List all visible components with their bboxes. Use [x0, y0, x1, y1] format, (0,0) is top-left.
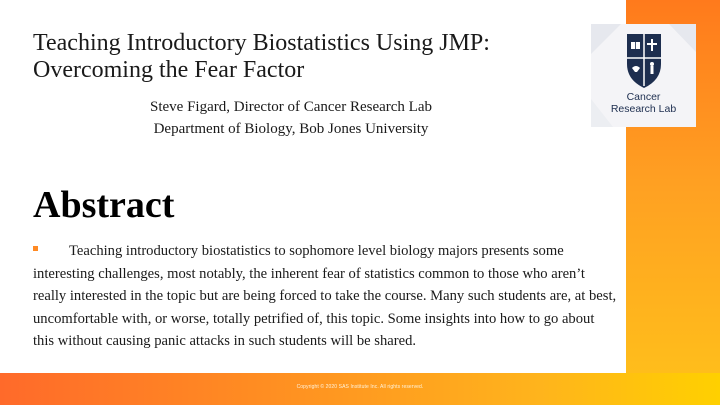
logo-wordmark — [591, 91, 696, 115]
slide-title — [33, 30, 593, 84]
author-name-line: Steve Figard, Director of Cancer Research Lab — [150, 99, 432, 115]
author-block — [0, 96, 582, 140]
title-line-2: Overcoming the Fear Factor — [33, 57, 305, 83]
copyright-footer: Copyright © 2020 SAS Institute Inc. All rights reserved. — [296, 384, 424, 390]
logo-line-2: Research Lab — [610, 103, 677, 115]
section-heading: Abstract — [33, 184, 175, 226]
abstract-paragraph — [33, 240, 618, 353]
bullet-icon — [33, 246, 38, 251]
abstract-text: Teaching introductory biostatistics to sophomore level biology majors presents some interesting challenges, most notably, the inherent fear of statistics common to those who aren’t really interested in the topic but are being forced to take the course. Many such students are, at best, uncomfortable with, or worse, totally petrified of, this topic. Some insights into how to go about this without causing panic attacks in such students will be shared. — [33, 243, 617, 349]
author-affiliation-line: Department of Biology, Bob Jones University — [153, 121, 429, 137]
logo — [591, 24, 696, 127]
title-line-1: Teaching Introductory Biostatistics Using JMP: — [33, 30, 490, 56]
logo-line-1: Cancer — [626, 91, 661, 103]
